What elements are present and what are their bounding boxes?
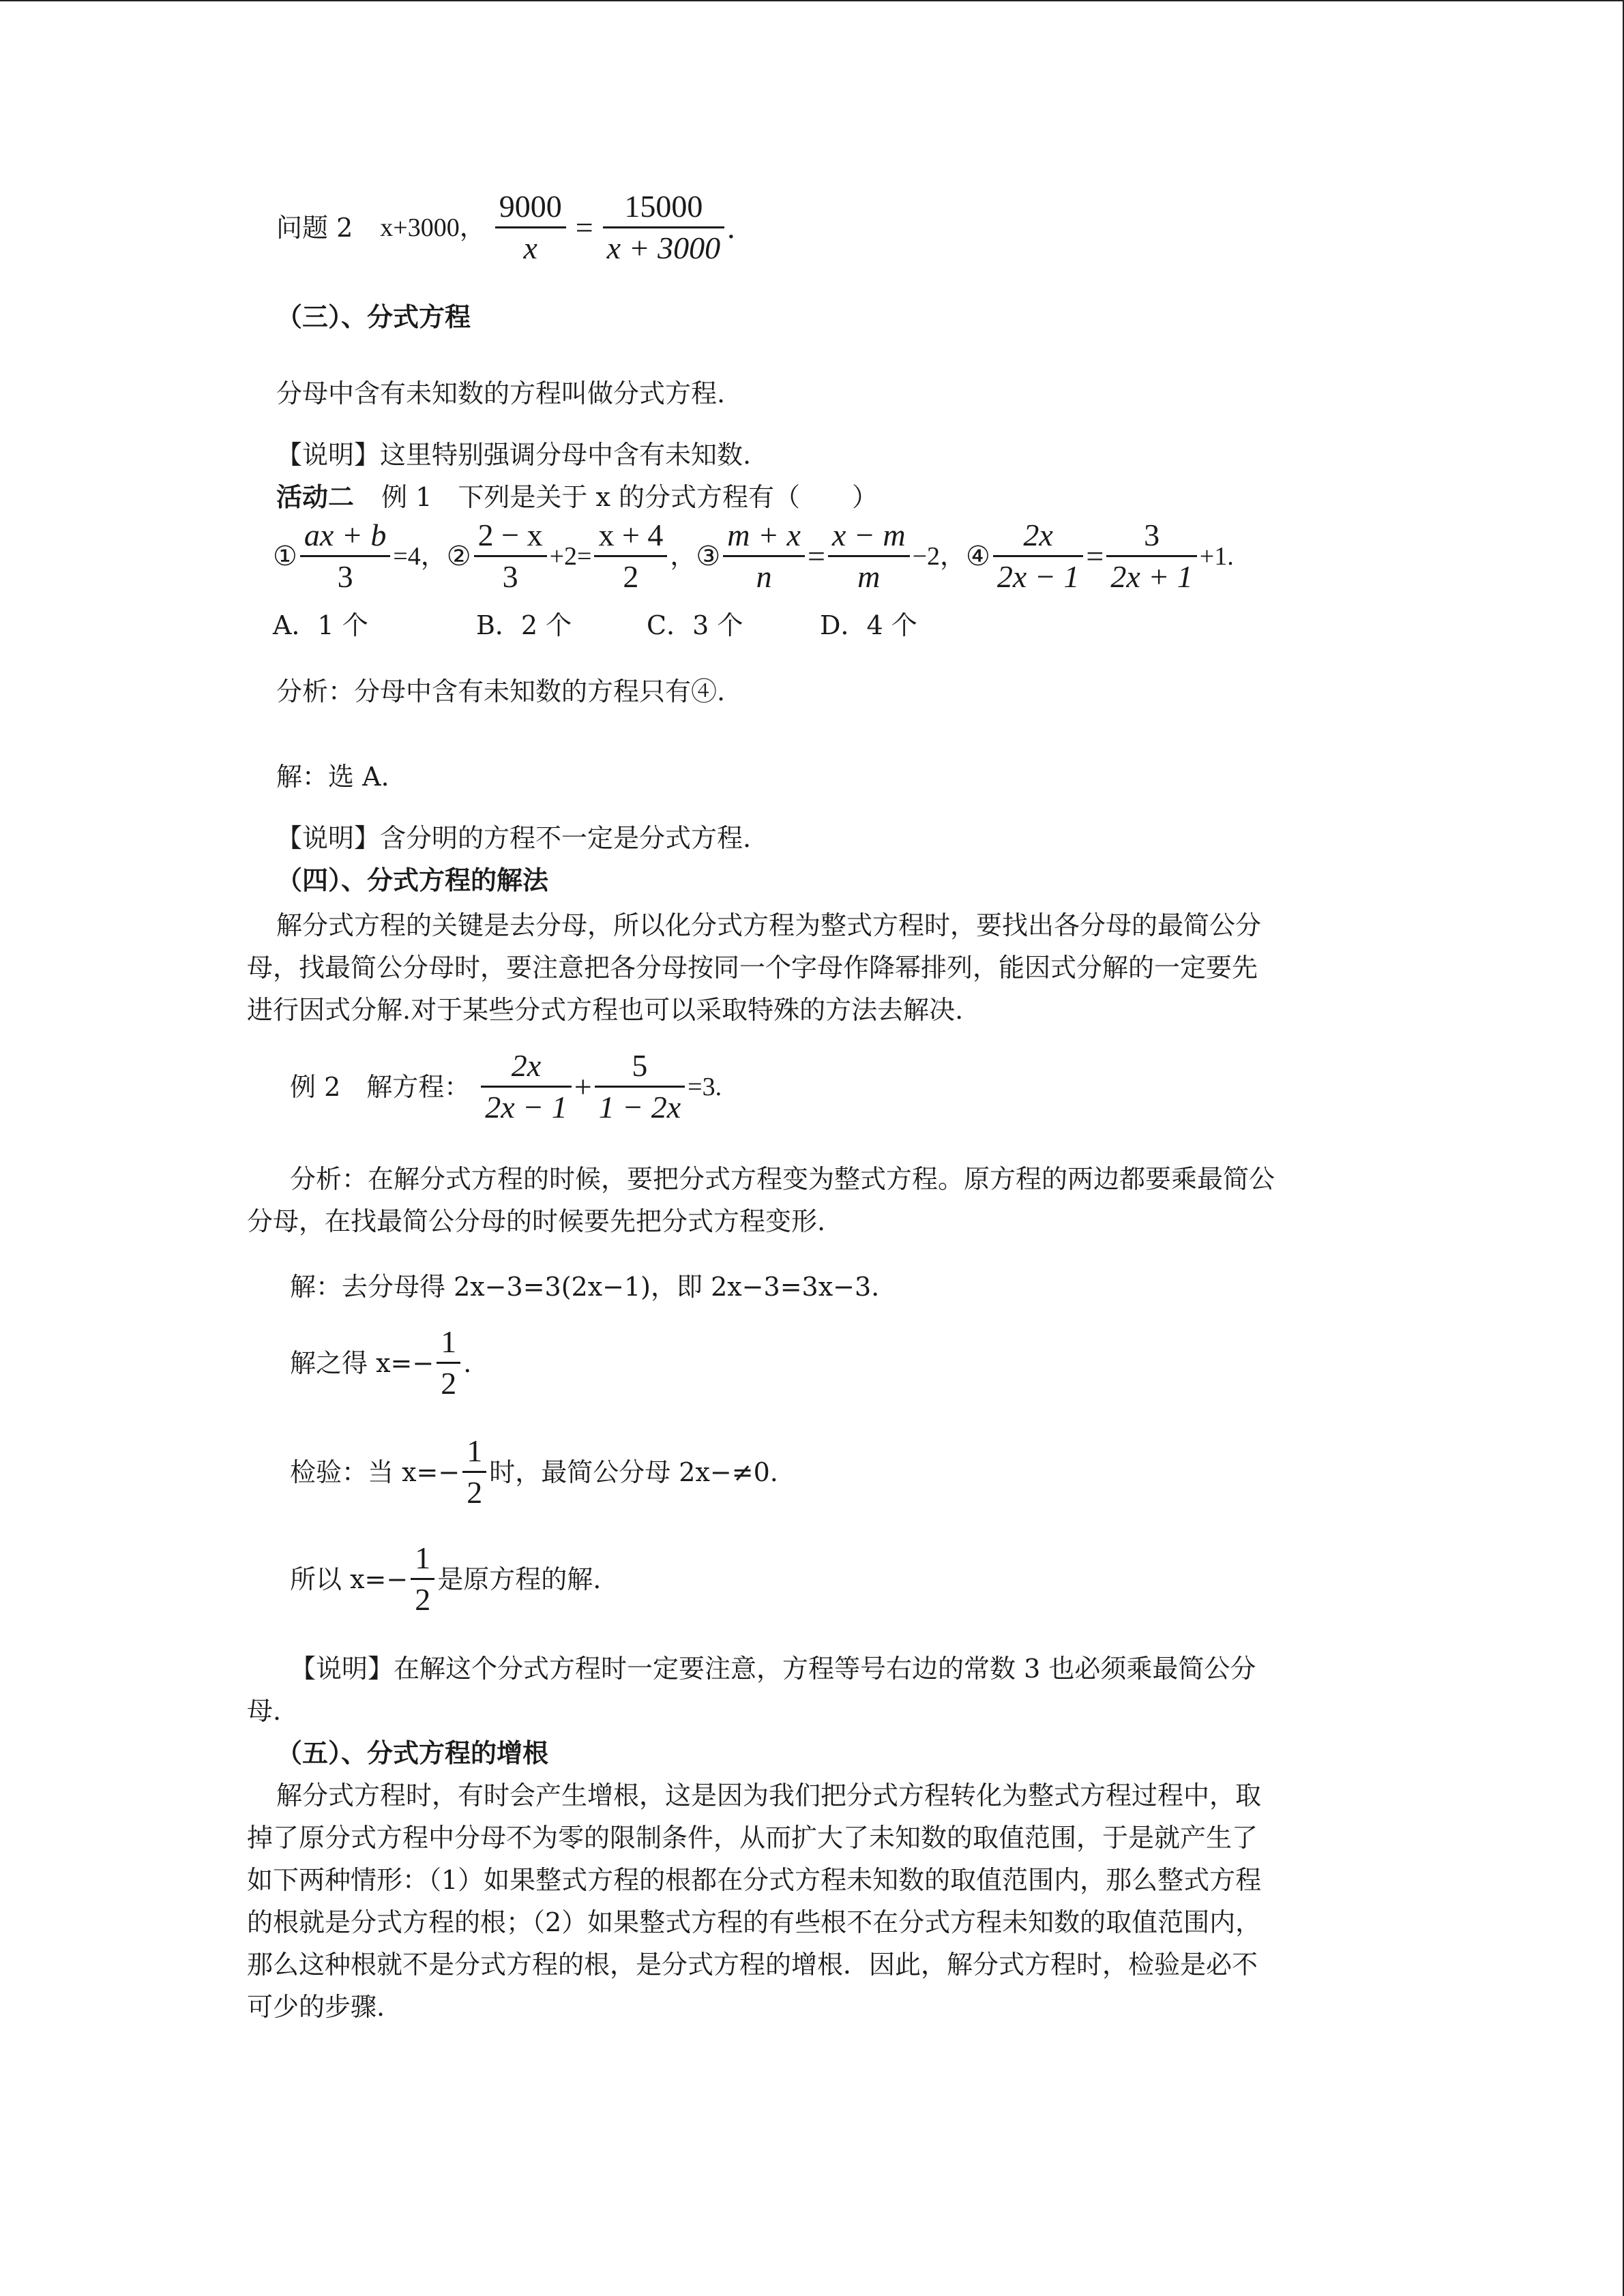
example-1-text: 例 1 下列是关于 x 的分式方程有（ ） [381,482,878,512]
option-3-mark: ③ [696,540,721,572]
section-5-para-line: 解分式方程时，有时会产生增根，这是因为我们把分式方程转化为整式方程过程中，取 [276,1780,1262,1810]
option-1-mark: ① [273,540,297,572]
section-4-para-line: 进行因式分解.对于某些分式方程也可以采取特殊的方法去解决. [247,995,964,1025]
section-3-title: （三）、分式方程 [276,301,471,332]
choice-a: A．1 个 [273,610,368,640]
fraction-denominator: 1 − 2x [598,1090,681,1124]
option-2-fraction-2 [594,520,667,593]
fraction-denominator: 2 [623,559,639,594]
problem-2-fraction-1 [495,191,566,264]
fraction-denominator: 3 [502,559,518,594]
option-2-fraction-1 [474,520,547,593]
example-2-solution: 解：去分母得 2x−3=3(2x−1)，即 2x−3=3x−3. [290,1272,880,1302]
result-end: . [463,1347,472,1378]
choice-c: C．3 个 [647,610,743,640]
option-4-mid: = [1086,538,1104,573]
section-5-para-line: 如下两种情形：（1）如果整式方程的根都在分式方程未知数的取值范围内，那么整式方程 [247,1865,1262,1895]
problem-2-expr: x+3000， [380,213,486,242]
example-2-analysis-line: 分母，在找最简公分母的时候要先把分式方程变形. [247,1206,826,1236]
example-1-solution: 解：选 A. [276,762,389,792]
fraction-denominator: x [523,230,537,265]
conclusion-text: 所以 x=− [290,1564,409,1594]
option-4-mark: ④ [966,540,990,572]
section-4-title: （四）、分式方程的解法 [276,865,549,895]
option-3-mid: = [807,538,825,573]
fraction-numerator: m + x [727,518,801,552]
fraction-denominator: 2x + 1 [1110,559,1193,594]
example-2-line [290,1050,722,1123]
fraction-denominator: 2 [441,1366,457,1401]
fraction-numerator: 15000 [624,189,703,224]
fraction-numerator: 1 [441,1324,457,1359]
section-3-note: 【说明】这里特别强调分母中含有未知数. [276,440,752,470]
half-fraction [462,1435,486,1508]
option-3-fraction-1 [723,520,805,593]
example-1-analysis: 分析：分母中含有未知数的方程只有④. [276,676,726,706]
fraction-numerator: 2 − x [477,518,543,552]
example-2-result [290,1326,471,1399]
activity-2-label: 活动二 [276,481,355,512]
fraction-denominator: 2 [415,1582,431,1617]
fraction-denominator: x + 3000 [606,230,721,265]
fraction-numerator: 9000 [499,189,562,224]
option-4-fraction-1 [993,520,1083,593]
fraction-denominator: 2 [467,1475,483,1510]
example-2-rest: =3. [688,1072,722,1101]
half-fraction [411,1542,434,1615]
equals-sign: = [575,209,593,245]
problem-2-line [276,191,735,264]
option-3-fraction-2 [828,520,910,593]
choice-d: D．4 个 [820,610,917,640]
fraction-numerator: 1 [415,1540,431,1575]
result-text: 解之得 x=− [290,1347,434,1378]
section-5-para-line: 那么这种根就不是分式方程的根，是分式方程的增根．因此，解分式方程时，检验是必不 [247,1950,1258,1980]
check-end: 时，最简公分母 2x−≠0. [489,1457,778,1487]
example-2-fraction-2 [595,1050,685,1123]
option-1-rest: =4， [393,541,447,571]
fraction-numerator: 2x [1023,518,1053,552]
fraction-denominator: 2x − 1 [485,1090,567,1124]
example-1-note: 【说明】含分明的方程不一定是分式方程. [276,823,752,853]
choice-b: B．2 个 [476,610,572,640]
option-2-rest: ， [670,541,696,571]
plus-sign: + [574,1069,592,1104]
problem-2-fraction-2 [603,191,724,264]
example-2-analysis-line: 分析：在解分式方程的时候，要把分式方程变为整式方程。原方程的两边都要乘最简公 [290,1164,1275,1194]
option-2-mark: ② [446,540,471,572]
half-fraction [437,1326,460,1399]
fraction-numerator: 2x [511,1048,542,1083]
fraction-numerator: 3 [1144,518,1160,552]
section-5-para-line: 的根就是分式方程的根；（2）如果整式方程的有些根不在分式方程未知数的取值范围内， [247,1907,1262,1937]
example-2-conclusion [290,1542,601,1615]
example-2-label: 例 2 解方程： [290,1071,471,1102]
problem-2-label: 问题 2 [276,212,353,243]
period: . [727,209,735,245]
fraction-numerator: 5 [632,1048,648,1083]
fraction-numerator: 1 [467,1433,483,1468]
example-1-options [273,520,1234,593]
fraction-numerator: x + 4 [598,518,664,552]
section-3-definition: 分母中含有未知数的方程叫做分式方程. [276,378,726,408]
fraction-denominator: 2x − 1 [996,559,1080,594]
fraction-denominator: n [756,559,772,594]
example-2-check [290,1435,778,1508]
example-2-fraction-1 [481,1050,571,1123]
check-text: 检验：当 x=− [290,1457,460,1487]
activity-2-line [276,481,878,512]
section-5-para-line: 掉了原分式方程中分母不为零的限制条件，从而扩大了未知数的取值范围，于是就产生了 [247,1823,1258,1853]
option-3-rest: −2， [912,541,966,571]
fraction-numerator: x − m [831,518,906,552]
section-4-para-line: 解分式方程的关键是去分母，所以化分式方程为整式方程时，要找出各分母的最简公分 [276,910,1262,940]
section-5-para-line: 可少的步骤. [247,1992,385,2022]
option-1-fraction [300,520,390,593]
fraction-numerator: ax + b [304,518,387,552]
example-2-note-line: 【说明】在解这个分式方程时一定要注意，方程等号右边的常数 3 也必须乘最简公分 [290,1654,1256,1684]
section-4-para-line: 母，找最简公分母时，要注意把各分母按同一个字母作降幂排列，能因式分解的一定要先 [247,953,1258,983]
option-4-fraction-2 [1106,520,1196,593]
example-2-note-line: 母. [247,1696,282,1726]
section-5-title: （五）、分式方程的增根 [276,1738,549,1768]
fraction-denominator: m [857,559,881,594]
option-4-rest: +1. [1199,541,1234,571]
fraction-denominator: 3 [337,559,353,594]
conclusion-end: 是原方程的解. [437,1564,602,1594]
option-2-mid: +2= [549,541,592,571]
